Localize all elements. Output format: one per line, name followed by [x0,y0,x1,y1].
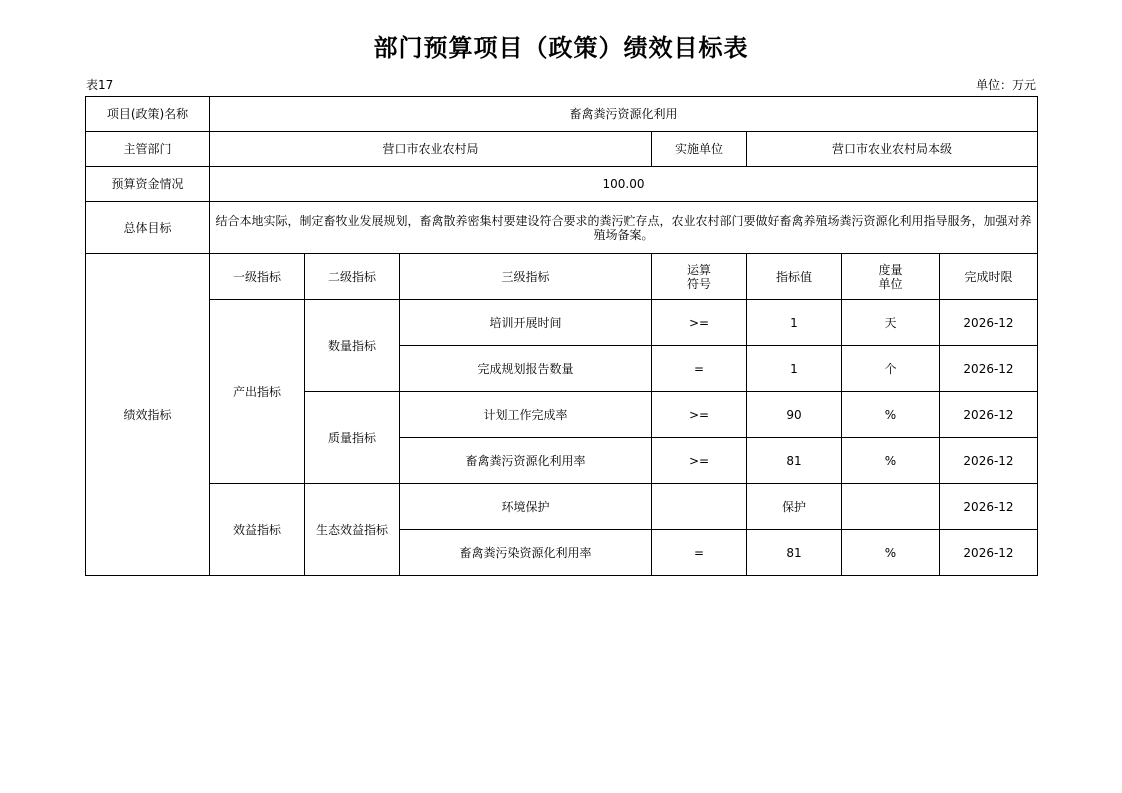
indicator-unit: % [842,530,940,576]
indicator-value: 81 [747,438,842,484]
group-output: 产出指标 [210,300,305,484]
indicator-value: 90 [747,392,842,438]
indicator-unit: % [842,438,940,484]
indicator-unit [842,484,940,530]
indicator-value: 1 [747,346,842,392]
indicator-op: = [652,346,747,392]
dept-label: 主管部门 [86,132,210,167]
header-unit: 度量 单位 [842,254,940,300]
indicator-op: >= [652,438,747,484]
impl-unit-value: 营口市农业农村局本级 [747,132,1038,167]
goal-value: 结合本地实际，制定畜牧业发展规划，畜禽散养密集村要建设符合要求的粪污贮存点，农业农村部门要做好畜禽养殖场粪污资源化利用指导服务，加强对养殖场备案。 [210,202,1038,254]
unit-label: 单位：万元 [975,78,1036,92]
indicator-unit: % [842,392,940,438]
header-value: 指标值 [747,254,842,300]
page-title: 部门预算项目（政策）绩效目标表 [373,34,749,62]
header-level2: 二级指标 [305,254,400,300]
indicator-deadline: 2026-12 [940,484,1038,530]
table-row [86,132,1038,167]
indicator-name: 计划工作完成率 [400,392,652,438]
group-benefit: 效益指标 [210,484,305,576]
table-row [86,484,1038,530]
table-row [86,167,1038,202]
table-number: 表17 [86,78,114,92]
indicator-deadline: 2026-12 [940,392,1038,438]
group-quantity: 数量指标 [305,300,400,392]
indicator-value: 保护 [747,484,842,530]
performance-table [85,96,1038,576]
table-header-row [86,254,1038,300]
project-name-value: 畜禽粪污资源化利用 [210,97,1038,132]
header-operator: 运算 符号 [652,254,747,300]
indicator-name: 畜禽粪污染资源化利用率 [400,530,652,576]
impl-unit-label: 实施单位 [652,132,747,167]
header-deadline: 完成时限 [940,254,1038,300]
dept-value: 营口市农业农村局 [210,132,652,167]
table-row [86,300,1038,346]
indicator-name: 培训开展时间 [400,300,652,346]
goal-label: 总体目标 [86,202,210,254]
project-name-label: 项目(政策)名称 [86,97,210,132]
indicator-deadline: 2026-12 [940,300,1038,346]
header-level1: 一级指标 [210,254,305,300]
indicator-value: 1 [747,300,842,346]
table-row [86,97,1038,132]
budget-label: 预算资金情况 [86,167,210,202]
indicator-unit: 个 [842,346,940,392]
group-eco: 生态效益指标 [305,484,400,576]
group-quality: 质量指标 [305,392,400,484]
indicator-op: >= [652,300,747,346]
indicator-name: 畜禽粪污资源化利用率 [400,438,652,484]
indicator-unit: 天 [842,300,940,346]
indicator-deadline: 2026-12 [940,346,1038,392]
perf-label: 绩效指标 [86,254,210,576]
indicator-name: 完成规划报告数量 [400,346,652,392]
indicator-deadline: 2026-12 [940,438,1038,484]
indicator-value: 81 [747,530,842,576]
indicator-op: >= [652,392,747,438]
budget-value: 100.00 [210,167,1038,202]
indicator-op [652,484,747,530]
indicator-op: = [652,530,747,576]
indicator-deadline: 2026-12 [940,530,1038,576]
table-row [86,202,1038,254]
header-level3: 三级指标 [400,254,652,300]
indicator-name: 环境保护 [400,484,652,530]
